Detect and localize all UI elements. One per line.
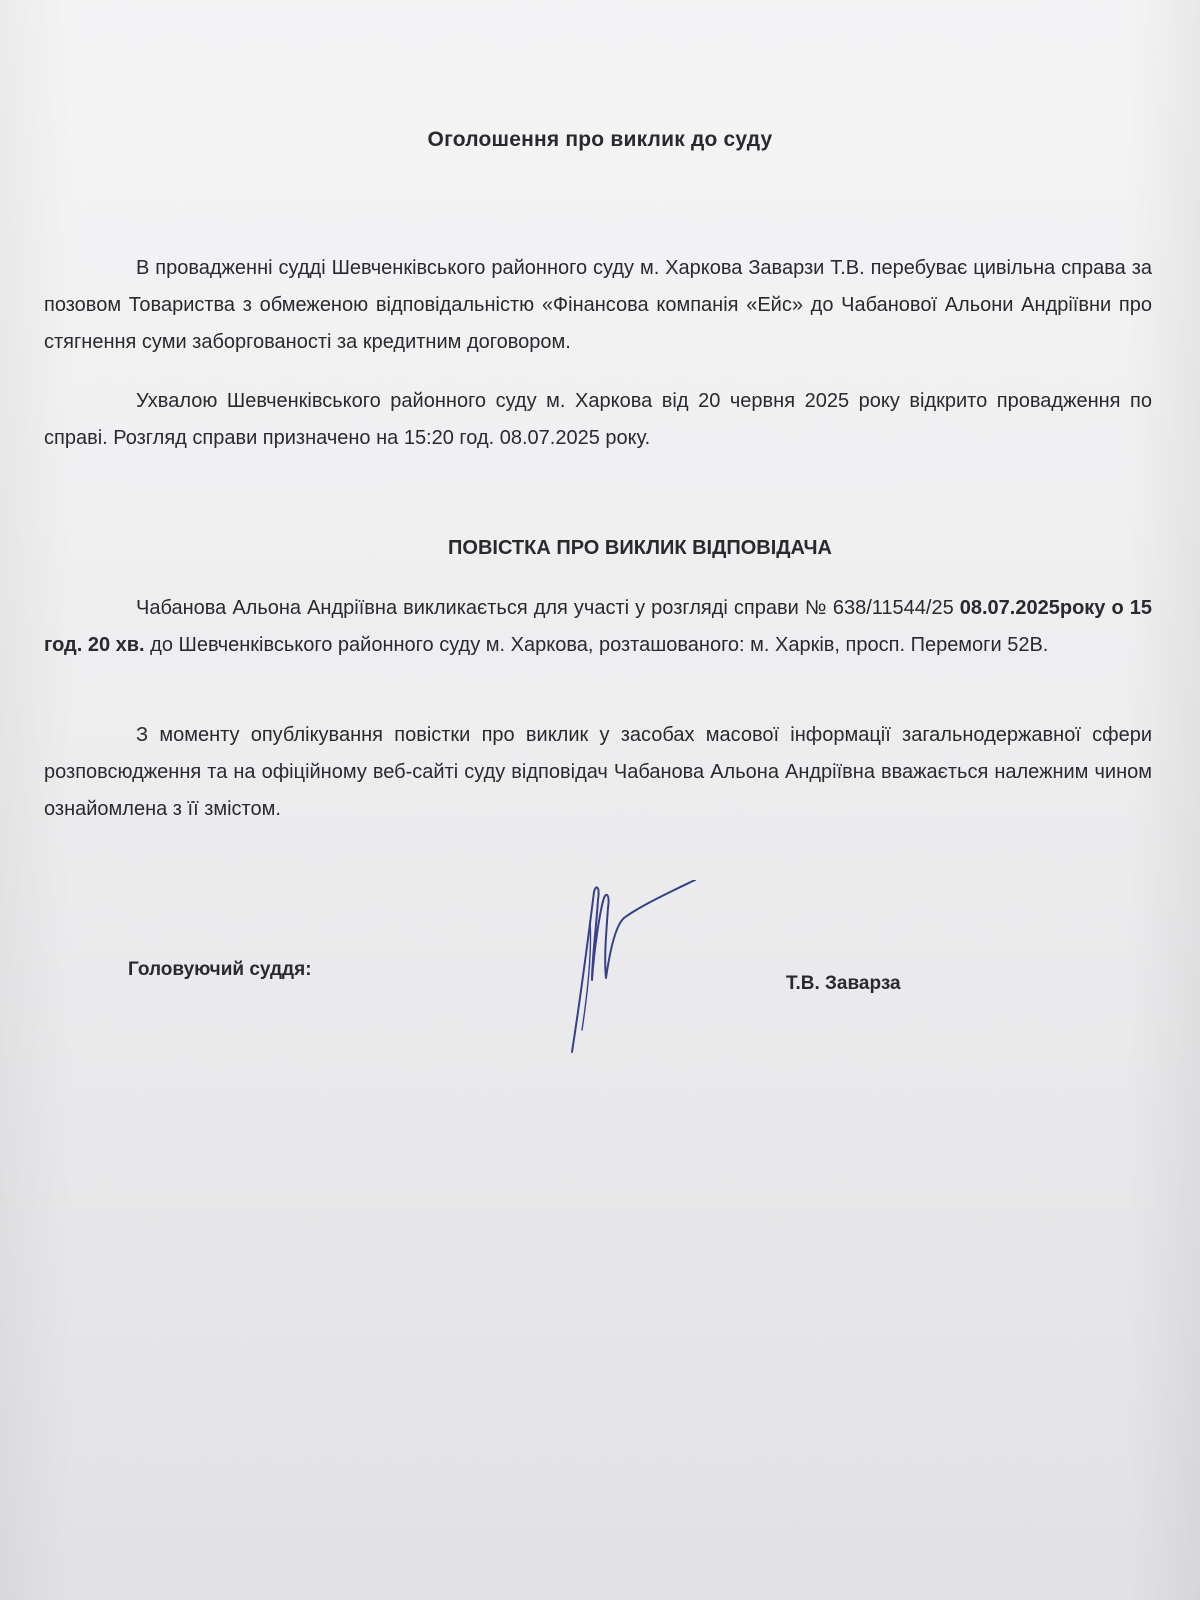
- paragraph-text: Ухвалою Шевченківського районного суду м. Харкова від 20 червня 2025 року відкрито провадження по справі. Розгляд справи призначено на 15:20 год. 08.07.2025 року.: [44, 390, 1152, 449]
- summons-heading: ПОВІСТКА ПРО ВИКЛИК ВІДПОВІДАЧА: [448, 537, 832, 559]
- document-title: Оголошення про виклик до суду: [427, 128, 773, 151]
- summons-datetime: 08.07.2025року о 15 год. 20 хв.: [44, 597, 1152, 656]
- summons-text-start: Чабанова Альона Андріївна викликається для участі у розгляді справи № 638/11544/25: [136, 597, 960, 619]
- paragraph-case-description: [44, 250, 1152, 361]
- summons-text-end: до Шевченківського районного суду м. Харкова, розташованого: м. Харків, просп. Перемоги 52В.: [144, 634, 1049, 656]
- paragraph-text: [44, 590, 1152, 664]
- handwritten-signature: [570, 880, 720, 1055]
- paragraph-text: В провадженні судді Шевченківського районного суду м. Харкова Заварзи Т.В. перебуває цивільна справа за позовом Товариства з обмеженою відповідальністю «Фінансова компанія «Ейс» до Чабанової Альони Андріївни про стягнення суми заборгованості за кредитним договором.: [44, 257, 1152, 353]
- judge-name: Т.В. Заварза: [786, 973, 901, 994]
- paragraph-text: З моменту опублікування повістки про виклик у засобах масової інформації загальнодержавної сфери розповсюдження та на офіційному веб-сайті суду відповідач Чабанова Альона Андріївна вважається належним чином ознайомлена з її змістом.: [44, 724, 1152, 820]
- paragraph-ruling: [44, 383, 1152, 457]
- paragraph-summons: [44, 590, 1152, 664]
- signature-label: Головуючий суддя:: [128, 959, 312, 980]
- paragraph-notice: [44, 717, 1152, 828]
